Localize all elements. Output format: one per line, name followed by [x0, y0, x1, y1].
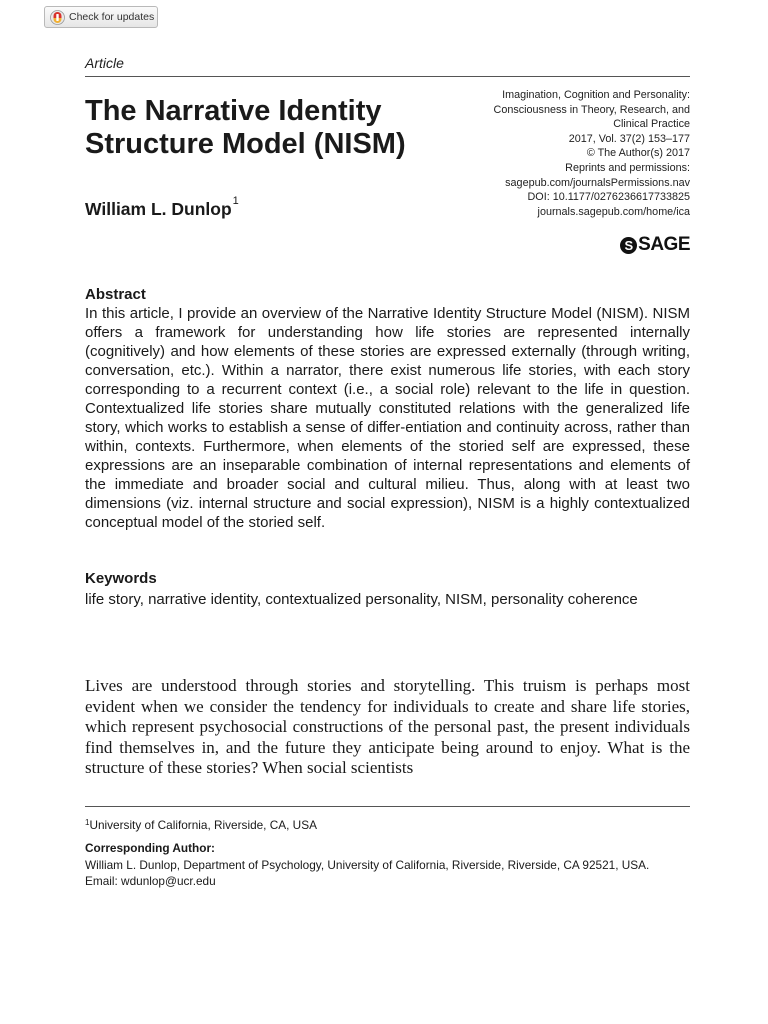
affiliation-text: University of California, Riverside, CA, USA: [89, 818, 317, 832]
sage-s-icon: S: [620, 237, 637, 254]
body-paragraph: Lives are understood through stories and storytelling. This truism is perhaps most evident when we consider the tendency for individuals to create and share life stories, which represent psychosocial constructions of the personal past, the present individuals find themselves in, and the future they anticipate being around to enjoy. What is the structure of these stories? When social scientists: [85, 676, 690, 777]
abstract-heading: Abstract: [85, 286, 146, 303]
abstract-text: In this article, I provide an overview of the Narrative Identity Structure Model (NISM). NISM offers a framework for understanding how life stories are represented internally (cognitively) and how elements of these stories are expressed externally (through writing, conversation, etc.). Within a narrator, there exist numerous life stories, with each story corresponding to a recurrent context (i.e., a social role) relevant to the life in question. Contextualized life stories share mutually constituted relations with the generalized life story, which works to establish a sense of differ-entiation and continuity across, rather than within, contexts. Furthermore, when elements of the storied self are expressed, these expressions are an inseparable combination of internal representations and elements of the immediate and broader social and cultural milieu. Thus, along with at least two dimensions (viz. internal structure and social expression), NISM is a highly contextualized conceptual model of the storied self.: [85, 305, 690, 531]
keywords-text: life story, narrative identity, contextualized personality, NISM, personality coherence: [85, 591, 638, 608]
author-name: William L. Dunlop: [85, 199, 232, 219]
footnote-mark: 1: [85, 818, 90, 827]
check-for-updates-label: Check for updates: [69, 11, 155, 23]
sage-logo-text: SAGE: [638, 234, 690, 255]
journal-permissions-link[interactable]: sagepub.com/journalsPermissions.nav: [505, 176, 690, 189]
paper-title: The Narrative Identity Structure Model (NISM): [85, 95, 406, 160]
corresponding-author-text: William L. Dunlop, Department of Psychology, University of California, Riverside, Riverside, CA 92521, USA.: [85, 857, 650, 872]
journal-doi[interactable]: DOI: 10.1177/0276236617733825: [527, 191, 690, 204]
article-type-label: Article: [85, 55, 124, 71]
journal-homepage-link[interactable]: journals.sagepub.com/home/ica: [537, 205, 690, 218]
author-affiliation-mark: 1: [232, 195, 239, 207]
header-divider: [85, 76, 690, 77]
journal-copyright: © The Author(s) 2017: [586, 147, 690, 160]
journal-volume: 2017, Vol. 37(2) 153–177: [568, 132, 690, 145]
footnote-divider: [85, 806, 690, 807]
affiliation-footnote: [85, 817, 690, 833]
journal-info: [490, 88, 690, 219]
crossmark-icon: [50, 10, 65, 25]
sage-logo: [620, 234, 690, 256]
corresponding-author-label: Corresponding Author:: [85, 841, 215, 856]
keywords-heading: Keywords: [85, 570, 157, 587]
corresponding-author-email[interactable]: Email: wdunlop@ucr.edu: [85, 873, 216, 888]
journal-name: Imagination, Cognition and Personality: Consciousness in Theory, Research, and Clinical Practice: [493, 89, 690, 131]
footnotes: [85, 817, 690, 889]
author-line: [85, 195, 239, 220]
journal-reprints-label: Reprints and permissions:: [565, 161, 690, 174]
check-for-updates-button[interactable]: [44, 6, 158, 28]
